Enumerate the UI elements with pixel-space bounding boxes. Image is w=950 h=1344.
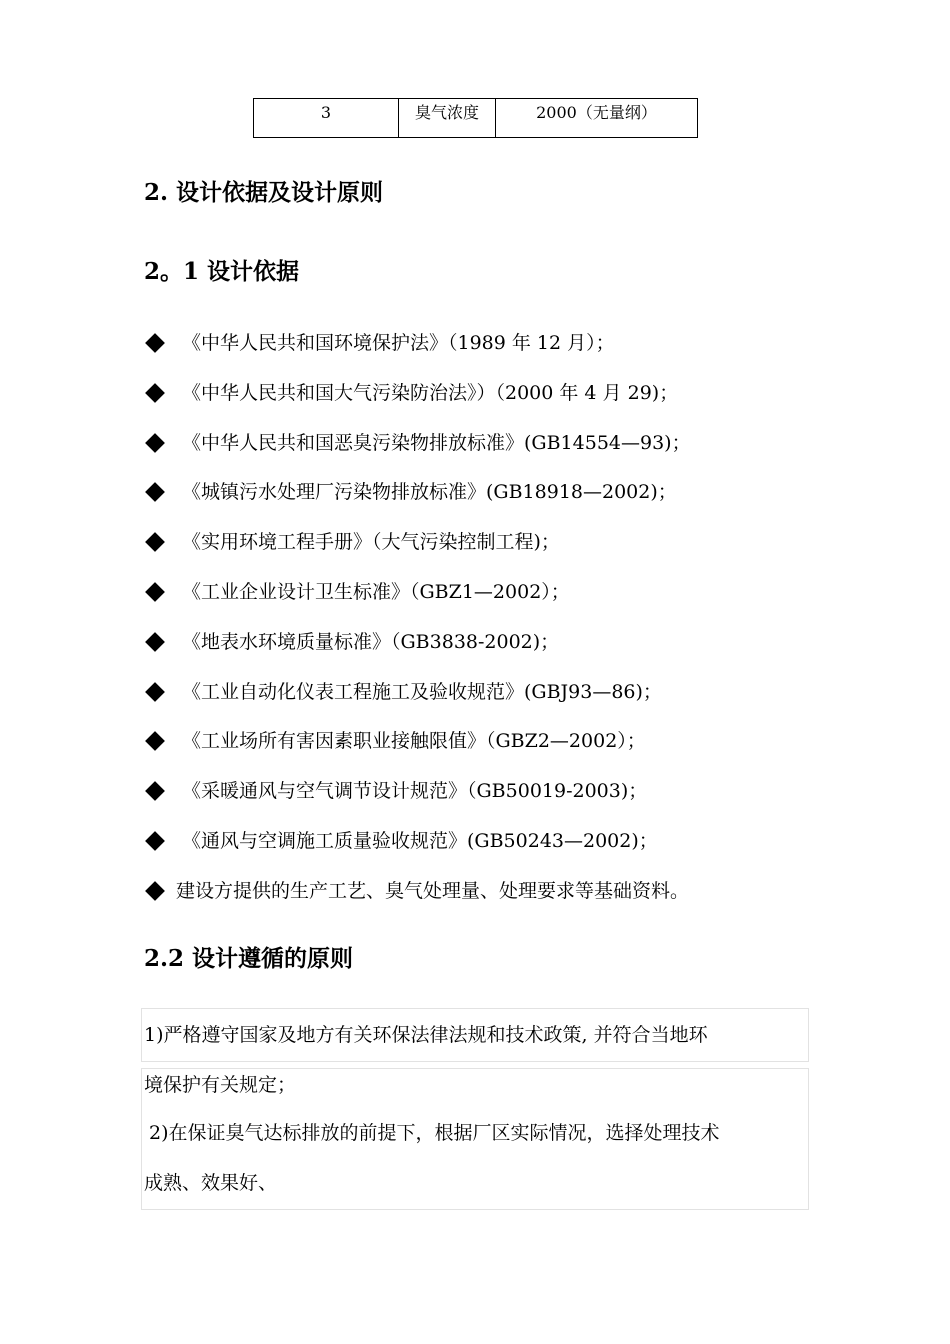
- list-item-text: 《中华人民共和国大气污染防治法》）（2000 年 4 月 29)；: [182, 381, 679, 404]
- basis-list: [146, 325, 691, 923]
- row-item-cell: 臭气浓度: [399, 99, 496, 138]
- diamond-bullet-icon: [145, 881, 165, 901]
- list-item-text: 《中华人民共和国恶臭污染物排放标准》(GB14554—93)；: [182, 431, 691, 454]
- diamond-bullet-icon: [145, 383, 165, 403]
- list-item: [146, 723, 691, 773]
- diamond-bullet-icon: [145, 333, 165, 353]
- subsection-title-principles: 2.2 设计遵循的原则: [144, 945, 354, 972]
- principle-line: 2)在保证臭气达标排放的前提下，根据厂区实际情况，选择处理技术: [149, 1122, 720, 1144]
- list-item-text: 《实用环境工程手册》（大气污染控制工程)；: [182, 531, 560, 554]
- table-row: [254, 99, 698, 138]
- list-item: [146, 674, 691, 724]
- diamond-bullet-icon: [145, 682, 165, 702]
- principle-line: 1)严格遵守国家及地方有关环保法律法规和技术政策, 并符合当地环: [144, 1024, 708, 1046]
- diamond-bullet-icon: [145, 482, 165, 502]
- pollutant-table: [253, 98, 698, 138]
- list-item: [146, 375, 691, 425]
- diamond-bullet-icon: [145, 731, 165, 751]
- list-item: [146, 425, 691, 475]
- principle-line: 成熟、效果好、: [144, 1172, 278, 1194]
- list-item-text: 建设方提供的生产工艺、臭气处理量、处理要求等基础资料。: [176, 879, 690, 902]
- list-item-text: 《城镇污水处理厂污染物排放标准》(GB18918—2002)；: [182, 481, 677, 504]
- section-title: 2. 设计依据及设计原则: [144, 179, 384, 206]
- subsection-title-basis: 2。1 设计依据: [144, 258, 300, 285]
- principles-block: [141, 1008, 809, 1210]
- list-item-text: 《工业场所有害因素职业接触限值》（GBZ2—2002）；: [182, 730, 646, 753]
- list-item: [146, 823, 691, 873]
- row-value-cell: 2000（无量纲）: [496, 99, 698, 138]
- list-item-text: 《采暖通风与空气调节设计规范》（GB50019-2003)；: [182, 780, 648, 803]
- principle-line: 境保护有关规定；: [144, 1074, 297, 1096]
- diamond-bullet-icon: [145, 433, 165, 453]
- list-item-text: 《通风与空调施工质量验收规范》(GB50243—2002)；: [182, 829, 658, 852]
- list-item: [146, 873, 691, 923]
- list-item-text: 《工业企业设计卫生标准》（GBZ1—2002）；: [182, 580, 570, 603]
- diamond-bullet-icon: [145, 781, 165, 801]
- list-item: [146, 474, 691, 524]
- diamond-bullet-icon: [145, 582, 165, 602]
- list-item: [146, 524, 691, 574]
- list-item-text: 《中华人民共和国环境保护法》（1989 年 12 月）；: [182, 332, 615, 354]
- list-item-text: 《工业自动化仪表工程施工及验收规范》(GBJ93—86)；: [182, 680, 662, 703]
- diamond-bullet-icon: [145, 632, 165, 652]
- list-item: [146, 325, 691, 375]
- diamond-bullet-icon: [145, 831, 165, 851]
- list-item-text: 《地表水环境质量标准》（GB3838-2002)；: [182, 630, 560, 653]
- list-item: [146, 574, 691, 624]
- list-item: [146, 624, 691, 674]
- diamond-bullet-icon: [145, 532, 165, 552]
- row-index-cell: 3: [254, 99, 399, 138]
- list-item: [146, 773, 691, 823]
